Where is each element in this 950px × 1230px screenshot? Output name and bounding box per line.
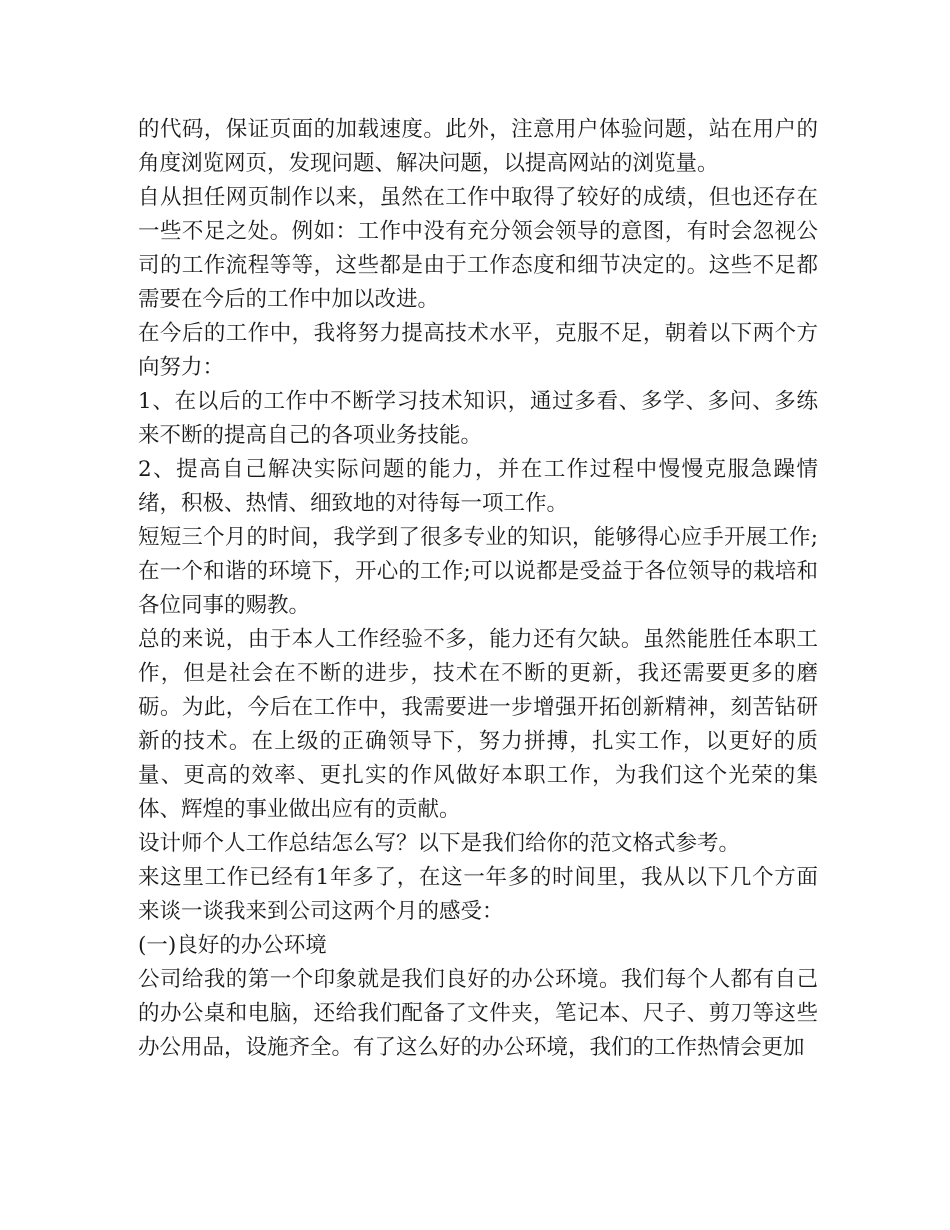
paragraph-11: 公司给我的第一个印象就是我们良好的办公环境。我们每个人都有自己的办公桌和电脑，还给我们配备了文件夹，笔记本、尺子、剪刀等这些办公用品，设施齐全。有了这么好的办公环境，我们的工作热情会更加	[138, 967, 818, 1060]
paragraph-5: 2、提高自己解决实际问题的能力，并在工作过程中慢慢克服急躁情绪，积极、热情、细致地的对待每一项工作。	[138, 457, 818, 516]
paragraph-1: 的代码，保证页面的加载速度。此外，注意用户体验问题，站在用户的角度浏览网页，发现问题、解决问题，以提高网站的浏览量。	[138, 117, 818, 176]
paragraph-9: 来这里工作已经有1年多了，在这一年多的时间里，我从以下几个方面来谈一谈我来到公司这两个月的感受：	[138, 865, 818, 924]
paragraph-4: 1、在以后的工作中不断学习技术知识，通过多看、多学、多问、多练来不断的提高自己的各项业务技能。	[138, 389, 818, 448]
paragraph-8: 设计师个人工作总结怎么写？以下是我们给你的范文格式参考。	[138, 831, 741, 856]
paragraph-7: 总的来说，由于本人工作经验不多，能力还有欠缺。虽然能胜任本职工作，但是社会在不断的进步，技术在不断的更新，我还需要更多的磨砺。为此，今后在工作中，我需要进一步增强开拓创新精神，刻苦钻研新的技术。在上级的正确领导下，努力拼搏，扎实工作，以更好的质量、更高的效率、更扎实的作风做好本职工作，为我们这个光荣的集体、辉煌的事业做出应有的贡献。	[138, 627, 818, 822]
document-body	[138, 113, 818, 1065]
section-heading: (一)良好的办公环境	[138, 933, 327, 958]
paragraph-6: 短短三个月的时间，我学到了很多专业的知识，能够得心应手开展工作;在一个和谐的环境下，开心的工作;可以说都是受益于各位领导的栽培和各位同事的赐教。	[138, 525, 818, 618]
paragraph-3: 在今后的工作中，我将努力提高技术水平，克服不足，朝着以下两个方向努力：	[138, 321, 818, 380]
paragraph-2: 自从担任网页制作以来，虽然在工作中取得了较好的成绩，但也还存在一些不足之处。例如：工作中没有充分领会领导的意图，有时会忽视公司的工作流程等等，这些都是由于工作态度和细节决定的。这些不足都需要在今后的工作中加以改进。	[138, 185, 818, 312]
